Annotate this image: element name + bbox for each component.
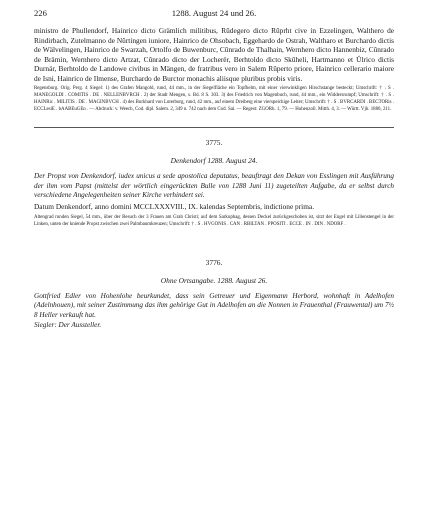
witness-list-text: ministro de Phullendorf, Hainrico dicto Grämlich militibus, Rŭdegero dicto Rŭprht cive in Ezzelingen, Walthero de Rindirbach, Zutelmanno de Nŭrtingen iuniore, Hainrico de Ohsobach, Eggehardo de Ostrah, Waltharo et Burchardo dictis de Wälvelingen, Hainrico de Swarzah, Ortolfo de Buwenburc, Cŭnrado de Thalhain, Wernhero dicto Hannenbiz, Cŭnrado de Brämin, Wernhero dicto Artzat, Cŭnrado dicto der Locherër, Berhtoldo dicto Skŭheli, Hartmanno et Ŭlrico dictis Durnär, Berhtoldo de Landowe civibus in Mängen, de fratribus vero in Salem Rŭperto priore, Hainrico cellerario maiore de Isni, Hainrico de Ilmense, Burchardo de Burctor monachis aliisque pluribus probis viris. [34, 26, 394, 83]
summary-3775: Der Propst von Denkendorf, iudex unicus a sede apostolica deputatus, beauftragt den Dekan von Esslingen mit Ausführung der ihm vom Papst (mittelst der wörtlich eingerückten Bulle von 1288 Juni 11) zugeteilten Aufgabe, da er selbst durch verschiedene Angelegenheiten seiner Kirche verhindert sei. [34, 172, 394, 200]
sealer-3776: Siegler: Der Aussteller. [34, 321, 102, 330]
document-number-3775: 3775. [205, 138, 223, 148]
place-date-3775: Denkendorf 1288. August 24. [170, 156, 258, 166]
seal-notes-3774: Regensburg. Orig. Perg. 4 Siegel: 1) des Grafen Mangold, rund, 44 mm., in der Siegelfläche ein Topfhelm, mit einer vierwinkligen Hirschstange besteckt; Umschrift: † . S . MANEGOLDI . COMITIS . DE . NELLENBVRCH . 2) der Stadt Mengen, s. Bd. 8 S. 303. 3) des Friedrich von Magenbuch, rund, 44 mm., ein Widdersrumpf; Umschrift: † . S . HAINRic . MILITIS . DE . MAGINBVCH . 4) des Burkhard von Luterburg, rund, 42 mm., auf einem Dreiberg eine vierspeichige Leiter; Umschrift: † . S . BVRCARDI . BECTORis . ECCLesiE . bAABEuGEn . — Abdruck: v. Weech, Cod. dipl. Salem. 2, 349 n. 742 nach dem Cod. Sal. — Regest: ZGORh. 1, 79. — Hohenzoll. Mitth. 4, 3. — Württ. Vjh. 1880, 211. [34, 86, 394, 113]
page-header [34, 8, 394, 22]
section-divider [34, 127, 394, 128]
dating-clause-3775: Datum Denkendorf, anno domini MCCLXXXVIII., IX. kalendas Septembris, indictione prima. [34, 202, 315, 212]
summary-3776: Gottfried Edler von Hohenlohe beurkundet, dass sein Getreuer und Eigenmann Herbord, wohnhaft in Adelhofen (Adelnhouen), mit seiner Zustimmung das ihm gehörige Gut in Adelhofen an die Nonnen in Frauenthal (Frauwental) um 7½ 8 Heller verkauft hat. [34, 291, 394, 319]
running-head: 1288. August 24 und 26. [171, 8, 257, 18]
place-date-3776: Ohne Ortsangabe. 1288. August 26. [160, 275, 268, 285]
seal-notes-3775: Altengrad runden Siegel, 54 mm., über der Besuch der 3 Frauen am Grab Christi; auf dem Sarkophag, dessen Deckel zurückgeschoben ist, sitzt der Engel mit Lilienstengel in der Linken, unten der kniende Propst zwischen zwei Palmbaumkreuzen; Umschrift: † . S . HVGONIS . CAN . RBILTAN . PPOSITI . ECCE . IN . DIN . NDORF . [34, 214, 394, 227]
page-number: 226 [34, 8, 47, 18]
document-number-3776: 3776. [205, 257, 223, 267]
document-page [34, 8, 394, 331]
